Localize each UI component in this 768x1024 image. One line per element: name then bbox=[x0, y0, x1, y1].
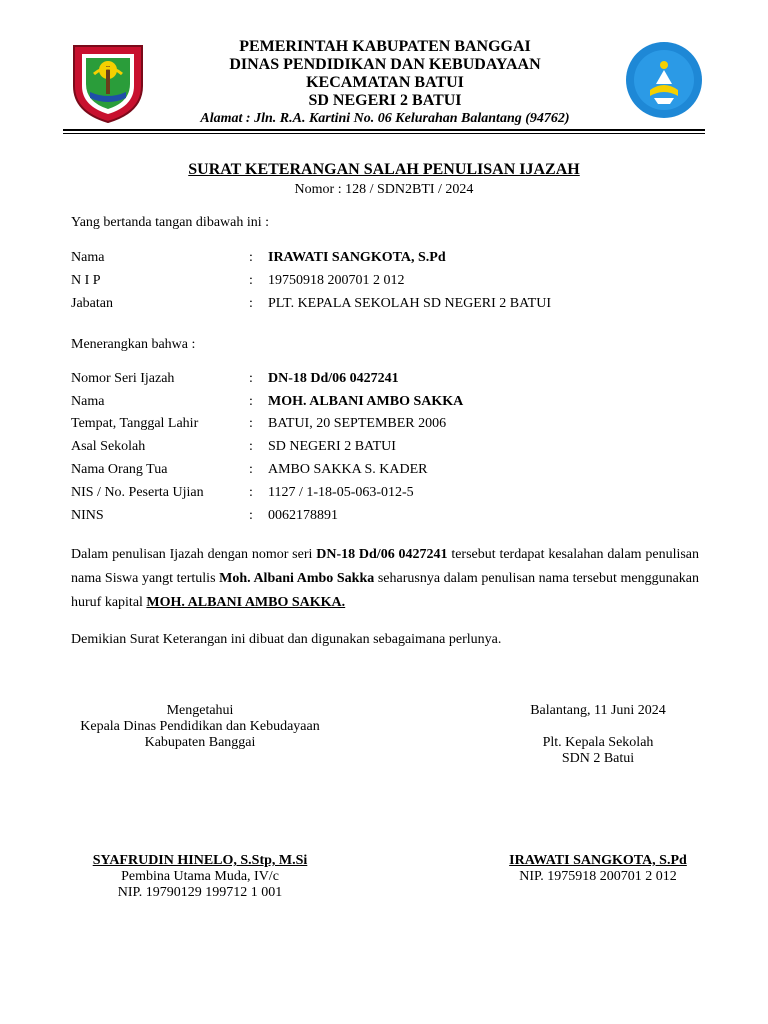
tut-wuri-handayani-emblem-icon bbox=[624, 40, 704, 120]
sig-left-line1: Mengetahui bbox=[166, 703, 234, 718]
field-colon: : bbox=[249, 508, 253, 523]
letterhead bbox=[150, 38, 620, 128]
signature-left bbox=[50, 853, 350, 901]
header-address: Alamat : Jln. R.A. Kartini No. 06 Kelurahan Balantang (94762) bbox=[200, 111, 570, 126]
header-department: DINAS PENDIDIKAN DAN KEBUDAYAAN bbox=[229, 56, 541, 73]
field-value: SD NEGERI 2 BATUI bbox=[268, 439, 396, 454]
signature-right-heading bbox=[478, 703, 718, 767]
field-value: 19750918 200701 2 012 bbox=[268, 273, 405, 288]
intro-text: Yang bertanda tangan dibawah ini : bbox=[71, 215, 270, 230]
signature-left-heading bbox=[50, 703, 350, 751]
header-district: KECAMATAN BATUI bbox=[306, 74, 464, 91]
field-label: Jabatan bbox=[71, 296, 113, 311]
body-paragraph bbox=[71, 543, 699, 615]
body-wrong-name: Moh. Albani Ambo Sakka bbox=[219, 571, 375, 586]
field-colon: : bbox=[249, 394, 253, 409]
states-text: Menerangkan bahwa : bbox=[71, 337, 196, 352]
field-colon: : bbox=[249, 462, 253, 477]
header-rule bbox=[63, 129, 705, 131]
field-label: Asal Sekolah bbox=[71, 439, 146, 454]
body-text: seharusnya dalam penulisan nama tersebut menggunakan huruf kapital bbox=[71, 571, 700, 610]
field-colon: : bbox=[249, 439, 253, 454]
header-rule-thin bbox=[63, 133, 705, 134]
field-value: 0062178891 bbox=[268, 508, 338, 523]
body-text: tersebut terdapat kesalahan dalam penulisan nama Siswa yangt tertulis bbox=[71, 547, 700, 586]
sig-right-name: IRAWATI SANGKOTA, S.Pd bbox=[509, 853, 687, 868]
sig-left-line3: Kabupaten Banggai bbox=[144, 735, 256, 750]
field-value: IRAWATI SANGKOTA, S.Pd bbox=[268, 250, 446, 265]
document-number: Nomor : 128 / SDN2BTI / 2024 bbox=[294, 182, 474, 197]
document-title: SURAT KETERANGAN SALAH PENULISAN IJAZAH bbox=[188, 161, 580, 178]
closing-text: Demikian Surat Keterangan ini dibuat dan digunakan sebagaimana perlunya. bbox=[71, 632, 502, 647]
field-colon: : bbox=[249, 371, 253, 386]
sig-right-nip: NIP. 1975918 200701 2 012 bbox=[519, 869, 677, 884]
field-label: Nomor Seri Ijazah bbox=[71, 371, 175, 386]
header-school: SD NEGERI 2 BATUI bbox=[308, 92, 462, 109]
field-colon: : bbox=[249, 416, 253, 431]
field-value: DN-18 Dd/06 0427241 bbox=[268, 371, 399, 386]
field-colon: : bbox=[249, 485, 253, 500]
field-colon: : bbox=[249, 250, 253, 265]
field-label: Nama Orang Tua bbox=[71, 462, 168, 477]
field-value: AMBO SAKKA S. KADER bbox=[268, 462, 428, 477]
body-text: Dalam penulisan Ijazah dengan nomor seri bbox=[71, 547, 313, 562]
field-value: PLT. KEPALA SEKOLAH SD NEGERI 2 BATUI bbox=[268, 296, 552, 311]
field-colon: : bbox=[249, 273, 253, 288]
sig-left-nip: NIP. 19790129 199712 1 001 bbox=[117, 885, 283, 900]
signature-right bbox=[478, 853, 718, 885]
field-label: N I P bbox=[71, 273, 101, 288]
sig-left-rank: Pembina Utama Muda, IV/c bbox=[121, 869, 279, 884]
sig-left-line2: Kepala Dinas Pendidikan dan Kebudayaan bbox=[80, 719, 320, 734]
sig-left-name: SYAFRUDIN HINELO, S.Stp, M.Si bbox=[92, 853, 308, 868]
sig-right-line1: Plt. Kepala Sekolah bbox=[542, 735, 654, 750]
field-value: 1127 / 1-18-05-063-012-5 bbox=[268, 485, 414, 500]
sig-right-date: Balantang, 11 Juni 2024 bbox=[530, 703, 666, 718]
field-label: Nama bbox=[71, 250, 105, 265]
field-label: NIS / No. Peserta Ujian bbox=[71, 485, 204, 500]
field-label: Nama bbox=[71, 394, 105, 409]
field-label: Tempat, Tanggal Lahir bbox=[71, 416, 199, 431]
banggai-regency-emblem-icon bbox=[68, 40, 148, 124]
field-label: NINS bbox=[71, 508, 104, 523]
field-value: MOH. ALBANI AMBO SAKKA bbox=[268, 394, 464, 409]
field-colon: : bbox=[249, 296, 253, 311]
header-government: PEMERINTAH KABUPATEN BANGGAI bbox=[239, 38, 531, 55]
body-correct-name: MOH. ALBANI AMBO SAKKA. bbox=[146, 595, 346, 610]
field-value: BATUI, 20 SEPTEMBER 2006 bbox=[268, 416, 447, 431]
body-serial: DN-18 Dd/06 0427241 bbox=[316, 547, 448, 562]
sig-right-line2: SDN 2 Batui bbox=[561, 751, 635, 766]
